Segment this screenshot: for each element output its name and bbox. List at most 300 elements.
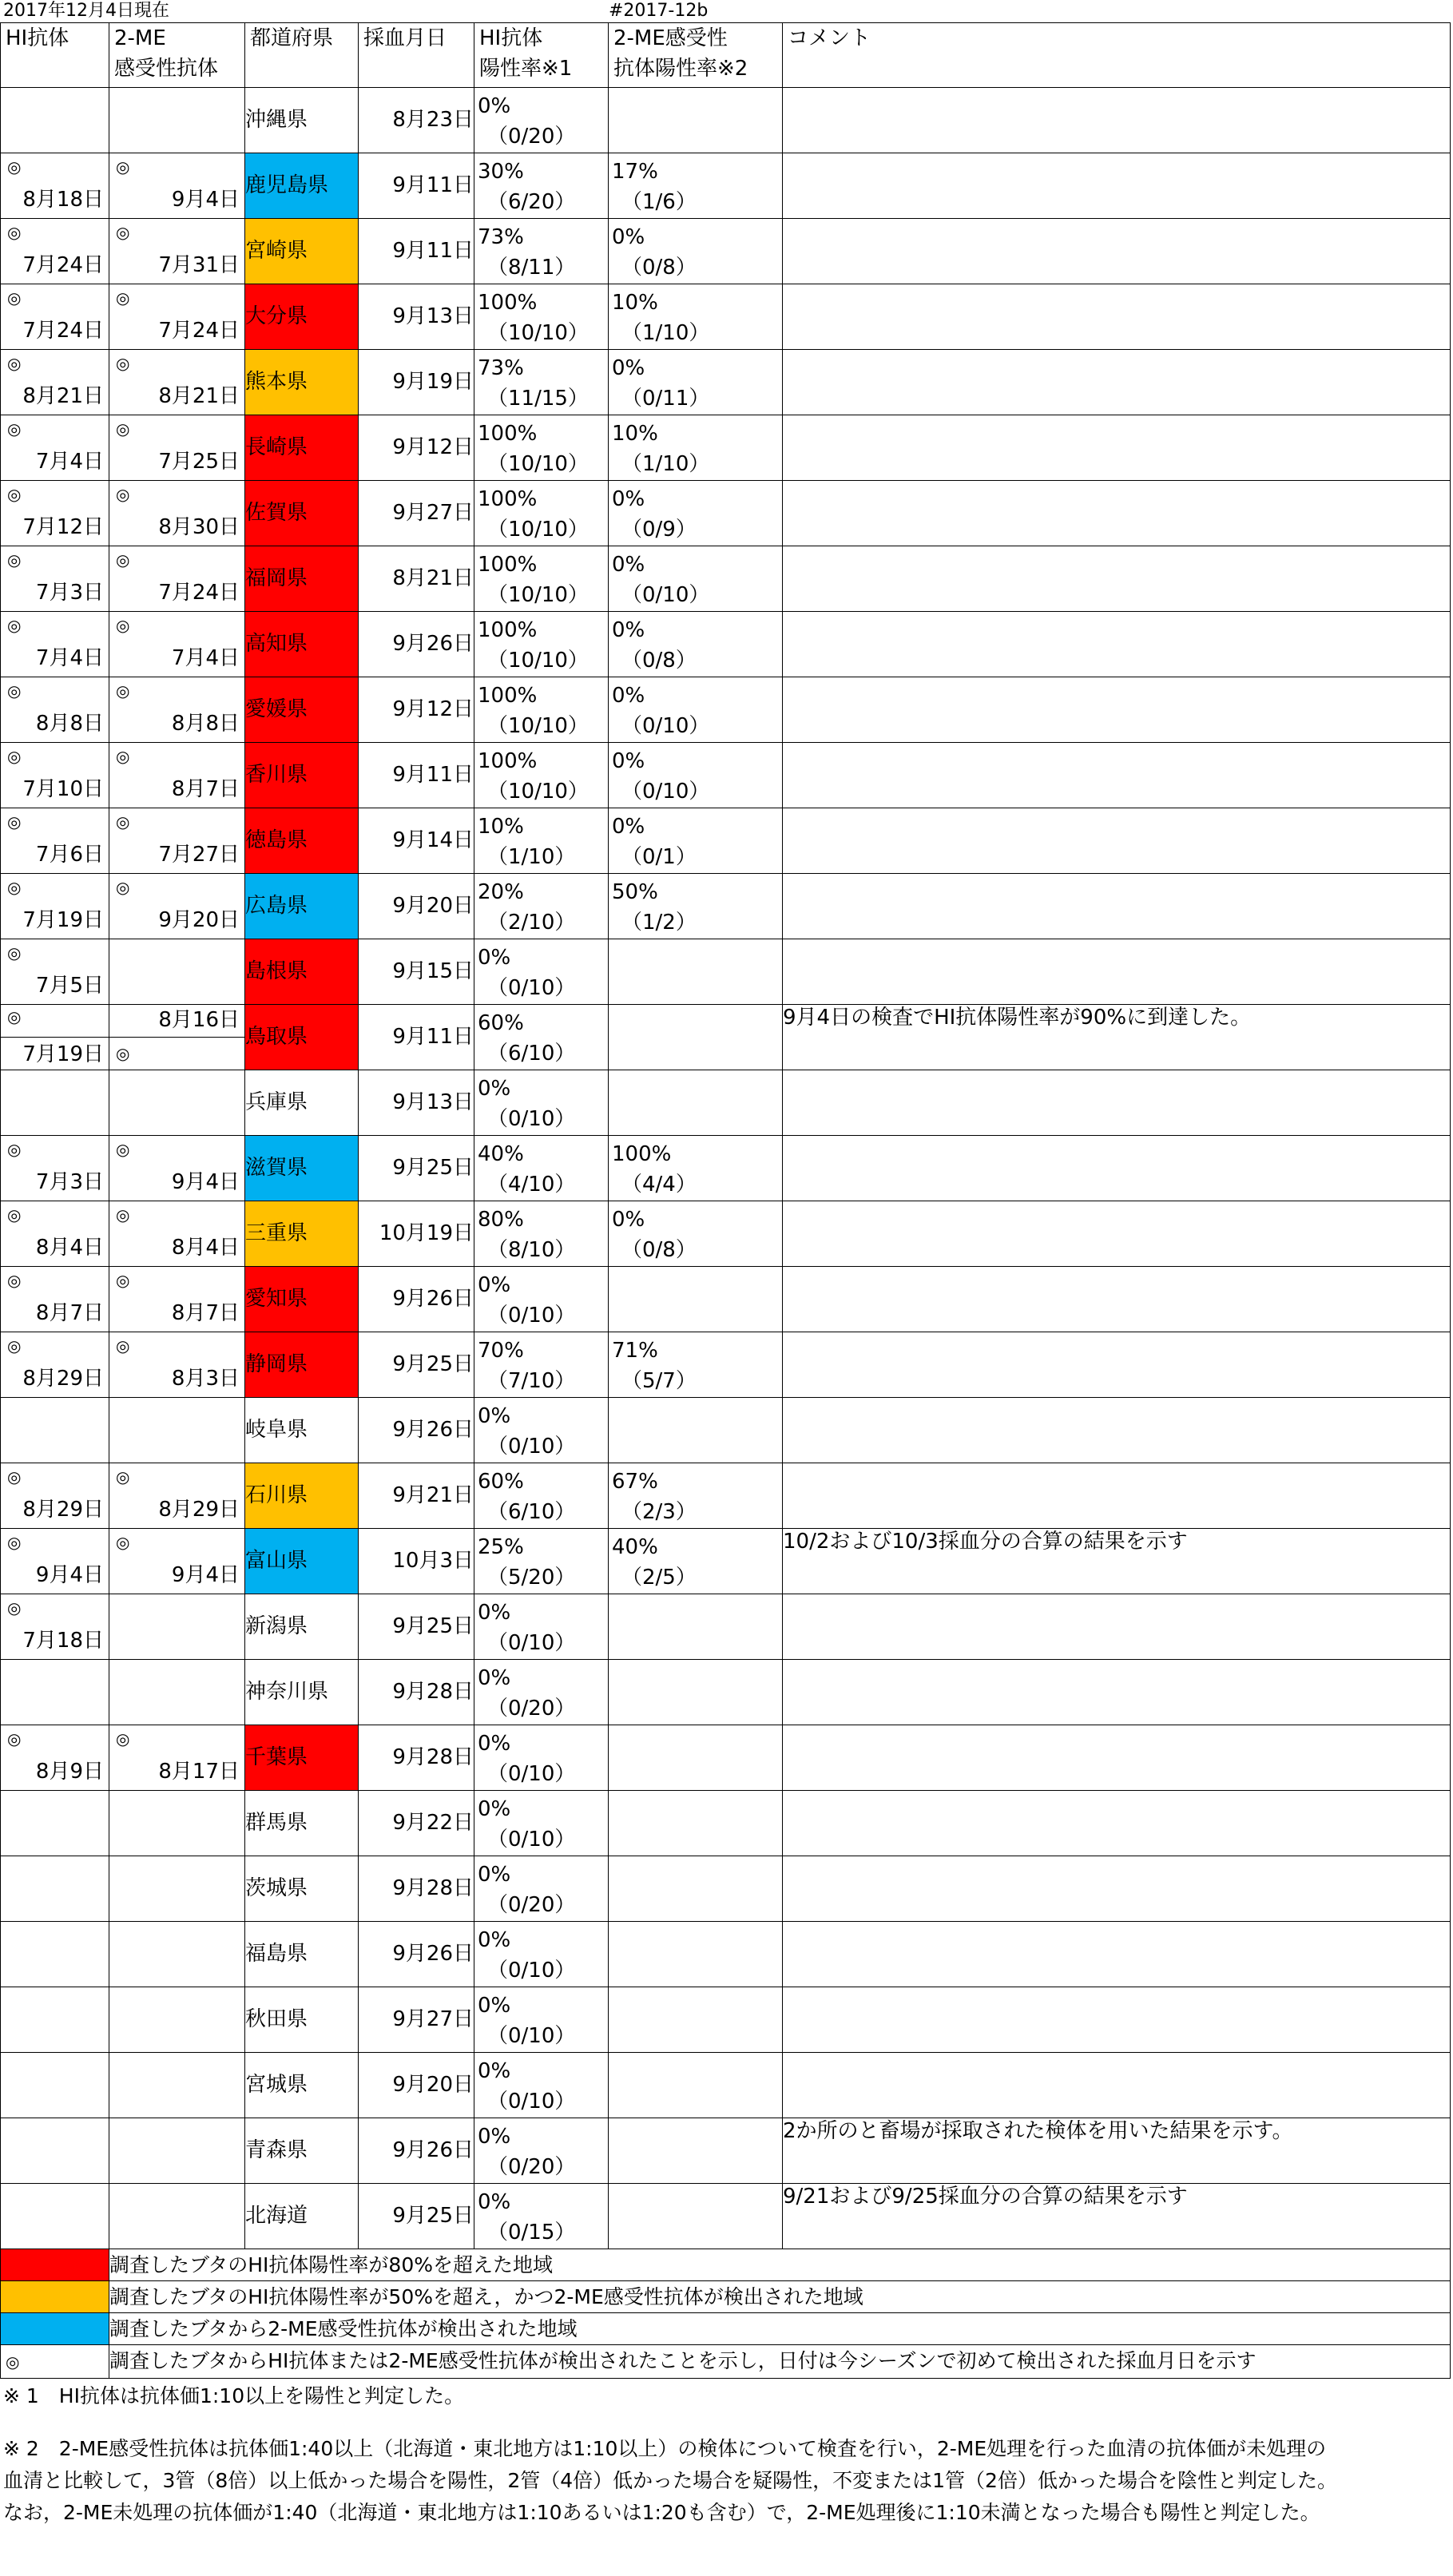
me-cell xyxy=(109,219,245,284)
comment xyxy=(783,1136,1451,1201)
prefecture: 福岡県 xyxy=(245,546,359,612)
table-row xyxy=(1,415,1451,481)
hi-cell xyxy=(1,874,109,939)
sampling-date: 8月21日 xyxy=(359,546,474,612)
table-row xyxy=(1,2053,1451,2118)
detected-mark-icon: ◎ xyxy=(116,419,130,439)
prefecture: 富山県 xyxy=(245,1529,359,1594)
detected-mark-icon: ◎ xyxy=(7,1271,22,1290)
hi-date: 8月8日 xyxy=(35,712,104,736)
hi-rate-cell xyxy=(474,1463,609,1529)
hi-fraction: （0/10） xyxy=(487,1631,576,1655)
hi-rate-cell xyxy=(474,874,609,939)
prefecture: 鳥取県 xyxy=(245,1005,359,1070)
detected-mark-icon: ◎ xyxy=(116,1271,130,1290)
me-rate-cell xyxy=(609,1070,783,1136)
comment xyxy=(783,546,1451,612)
me-cell xyxy=(109,415,245,481)
doc-id: #2017-12b xyxy=(609,1,709,21)
hi-cell xyxy=(1,2184,109,2249)
prefecture: 兵庫県 xyxy=(245,1070,359,1136)
hi-fraction: （10/10） xyxy=(487,714,589,738)
detected-mark-icon: ◎ xyxy=(7,812,22,832)
legend-swatch xyxy=(1,2281,109,2313)
hi-rate: 30% xyxy=(478,160,524,184)
comment xyxy=(783,284,1451,350)
comment xyxy=(783,1201,1451,1267)
me-cell xyxy=(109,1005,245,1070)
me-rate-cell xyxy=(609,874,783,939)
hi-fraction: （6/10） xyxy=(487,1500,576,1524)
hi-rate-cell xyxy=(474,1005,609,1070)
sampling-date: 9月14日 xyxy=(359,808,474,874)
me-date: 9月4日 xyxy=(171,1563,240,1587)
detected-mark-icon: ◎ xyxy=(7,1205,22,1224)
me-date: 7月31日 xyxy=(158,253,240,277)
comment xyxy=(783,481,1451,546)
me-cell xyxy=(109,1725,245,1791)
me-cell xyxy=(109,1922,245,1987)
me-fraction: （1/10） xyxy=(621,321,710,345)
hi-rate: 0% xyxy=(478,1404,511,1428)
comment: 10/2および10/3採血分の合算の結果を示す xyxy=(783,1529,1451,1594)
prefecture: 宮崎県 xyxy=(245,219,359,284)
hi-fraction: （6/10） xyxy=(487,1042,576,1066)
comment xyxy=(783,1267,1451,1332)
me-rate: 10% xyxy=(612,422,658,446)
detected-mark-icon: ◎ xyxy=(116,1044,130,1063)
me-date: 8月4日 xyxy=(171,1236,240,1260)
hi-date: 9月4日 xyxy=(35,1563,104,1587)
hi-rate-cell xyxy=(474,546,609,612)
prefecture: 鹿児島県 xyxy=(245,153,359,219)
hi-date: 7月3日 xyxy=(35,581,104,605)
prefecture: 茨城県 xyxy=(245,1856,359,1922)
comment xyxy=(783,1987,1451,2053)
me-date: 8月29日 xyxy=(158,1498,240,1522)
me-rate: 0% xyxy=(612,815,645,839)
table-row xyxy=(1,481,1451,546)
survey-table xyxy=(0,22,1451,2379)
hi-cell xyxy=(1,1398,109,1463)
prefecture: 群馬県 xyxy=(245,1791,359,1856)
me-rate: 100% xyxy=(612,1142,672,1166)
hi-fraction: （7/10） xyxy=(487,1369,576,1393)
hi-cell xyxy=(1,350,109,415)
sampling-date: 9月25日 xyxy=(359,1332,474,1398)
footnote-2-line-3: なお，2-ME未処理の抗体価が1:40（北海道・東北地方は1:10あるいは1:20も含む）で，2-ME処理後に1:10未満となった場合も陽性と判定した。 xyxy=(3,2501,1320,2524)
detected-mark-icon: ◎ xyxy=(7,943,22,963)
hi-fraction: （0/10） xyxy=(487,976,576,1000)
detected-mark-icon: ◎ xyxy=(116,223,130,242)
me-fraction: （0/8） xyxy=(621,649,697,673)
me-rate: 10% xyxy=(612,291,658,315)
hi-rate: 60% xyxy=(478,1011,524,1035)
hi-date: 7月18日 xyxy=(22,1629,104,1653)
hi-rate: 0% xyxy=(478,946,511,970)
sampling-date: 10月3日 xyxy=(359,1529,474,1594)
table-row xyxy=(1,677,1451,743)
table-row xyxy=(1,284,1451,350)
hi-rate-cell xyxy=(474,88,609,153)
sampling-date: 9月26日 xyxy=(359,1267,474,1332)
prefecture: 佐賀県 xyxy=(245,481,359,546)
hi-fraction: （10/10） xyxy=(487,452,589,476)
hi-rate-cell xyxy=(474,219,609,284)
me-rate-cell xyxy=(609,1463,783,1529)
legend-text: 調査したブタのHI抗体陽性率が50%を超え，かつ2-ME感受性抗体が検出された地域 xyxy=(109,2281,1451,2313)
me-cell xyxy=(109,808,245,874)
hi-rate-cell xyxy=(474,1332,609,1398)
detected-mark-icon: ◎ xyxy=(116,288,130,308)
hi-fraction: （11/15） xyxy=(487,387,589,411)
hi-cell xyxy=(1,1005,109,1070)
me-rate-cell xyxy=(609,2184,783,2249)
hi-date: 8月21日 xyxy=(22,384,104,408)
me-rate: 0% xyxy=(612,225,645,249)
me-rate-cell xyxy=(609,1398,783,1463)
me-cell xyxy=(109,153,245,219)
hi-date: 7月5日 xyxy=(35,974,104,998)
comment xyxy=(783,1463,1451,1529)
hi-fraction: （0/10） xyxy=(487,1107,576,1131)
hi-cell xyxy=(1,88,109,153)
hi-rate: 100% xyxy=(478,749,538,773)
me-fraction: （4/4） xyxy=(621,1173,697,1197)
legend-swatch xyxy=(1,2249,109,2281)
legend-text: 調査したブタのHI抗体陽性率が80%を超えた地域 xyxy=(109,2249,1451,2281)
me-fraction: （0/1） xyxy=(621,845,697,869)
hi-date: 7月19日 xyxy=(22,1042,104,1066)
sampling-date: 9月22日 xyxy=(359,1791,474,1856)
hi-fraction: （0/10） xyxy=(487,1828,576,1852)
hi-rate: 80% xyxy=(478,1208,524,1232)
sampling-date: 9月25日 xyxy=(359,2184,474,2249)
hi-rate-cell xyxy=(474,743,609,808)
hi-rate-cell xyxy=(474,612,609,677)
hi-fraction: （0/15） xyxy=(487,2221,576,2245)
me-rate-cell xyxy=(609,743,783,808)
me-fraction: （2/5） xyxy=(621,1566,697,1590)
hi-rate: 100% xyxy=(478,684,538,708)
comment xyxy=(783,677,1451,743)
comment xyxy=(783,1725,1451,1791)
me-rate-cell xyxy=(609,1136,783,1201)
hi-fraction: （0/20） xyxy=(487,1697,576,1721)
detected-mark-icon: ◎ xyxy=(6,2352,20,2372)
sampling-date: 9月11日 xyxy=(359,743,474,808)
prefecture: 秋田県 xyxy=(245,1987,359,2053)
me-rate-cell xyxy=(609,219,783,284)
hi-date: 7月3日 xyxy=(35,1170,104,1194)
me-rate-cell xyxy=(609,939,783,1005)
table-row xyxy=(1,743,1451,808)
me-date: 8月8日 xyxy=(171,712,240,736)
table-row xyxy=(1,1725,1451,1791)
sampling-date: 9月25日 xyxy=(359,1136,474,1201)
me-rate-cell xyxy=(609,612,783,677)
me-rate: 71% xyxy=(612,1339,658,1363)
hi-date: 8月4日 xyxy=(35,1236,104,1260)
hi-rate: 40% xyxy=(478,1142,524,1166)
hi-fraction: （10/10） xyxy=(487,321,589,345)
prefecture: 宮城県 xyxy=(245,2053,359,2118)
comment: 9月4日の検査でHI抗体陽性率が90%に到達した。 xyxy=(783,1005,1451,1070)
table-row xyxy=(1,88,1451,153)
me-fraction: （0/8） xyxy=(621,1238,697,1262)
comment xyxy=(783,1922,1451,1987)
hi-date: 8月29日 xyxy=(22,1367,104,1391)
me-cell xyxy=(109,1529,245,1594)
sampling-date: 9月28日 xyxy=(359,1660,474,1725)
legend-swatch xyxy=(1,2313,109,2345)
table-row xyxy=(1,1987,1451,2053)
me-rate: 0% xyxy=(612,487,645,511)
prefecture: 青森県 xyxy=(245,2118,359,2184)
hi-cell xyxy=(1,2118,109,2184)
detected-mark-icon: ◎ xyxy=(116,878,130,897)
table-row xyxy=(1,1922,1451,1987)
hi-date: 7月10日 xyxy=(22,777,104,801)
prefecture: 新潟県 xyxy=(245,1594,359,1660)
table-row xyxy=(1,1791,1451,1856)
me-rate-cell xyxy=(609,1791,783,1856)
me-rate: 0% xyxy=(612,553,645,577)
hi-rate: 25% xyxy=(478,1535,524,1559)
legend-text: 調査したブタから2-ME感受性抗体が検出された地域 xyxy=(109,2313,1451,2345)
hi-rate: 0% xyxy=(478,1928,511,1952)
detected-mark-icon: ◎ xyxy=(116,616,130,635)
me-date: 7月27日 xyxy=(158,843,240,867)
prefecture: 千葉県 xyxy=(245,1725,359,1791)
sampling-date: 9月26日 xyxy=(359,612,474,677)
hi-rate: 0% xyxy=(478,2125,511,2149)
me-rate: 50% xyxy=(612,880,658,904)
me-date: 8月7日 xyxy=(171,1301,240,1325)
prefecture: 徳島県 xyxy=(245,808,359,874)
hi-cell xyxy=(1,415,109,481)
me-fraction: （0/9） xyxy=(621,518,697,542)
hi-cell xyxy=(1,1136,109,1201)
hi-rate-cell xyxy=(474,1725,609,1791)
hi-rate: 73% xyxy=(478,225,524,249)
prefecture: 滋賀県 xyxy=(245,1136,359,1201)
hi-rate-cell xyxy=(474,1267,609,1332)
hi-rate-cell xyxy=(474,284,609,350)
me-cell xyxy=(109,1660,245,1725)
hi-rate-cell xyxy=(474,2118,609,2184)
date-note: 2017年12月4日現在 xyxy=(3,1,169,21)
me-cell xyxy=(109,1594,245,1660)
me-rate: 0% xyxy=(612,356,645,380)
detected-mark-icon: ◎ xyxy=(7,1533,22,1552)
me-rate-cell xyxy=(609,481,783,546)
me-cell xyxy=(109,677,245,743)
me-cell xyxy=(109,1332,245,1398)
prefecture: 石川県 xyxy=(245,1463,359,1529)
hi-fraction: （0/10） xyxy=(487,1304,576,1328)
hi-fraction: （0/10） xyxy=(487,2024,576,2048)
table-row xyxy=(1,546,1451,612)
hi-rate-cell xyxy=(474,677,609,743)
comment xyxy=(783,1660,1451,1725)
hi-cell xyxy=(1,546,109,612)
sampling-date: 9月20日 xyxy=(359,2053,474,2118)
me-fraction: （0/11） xyxy=(621,387,710,411)
me-rate-cell xyxy=(609,1987,783,2053)
hi-fraction: （0/20） xyxy=(487,125,576,149)
me-rate: 40% xyxy=(612,1535,658,1559)
me-date: 7月24日 xyxy=(158,319,240,343)
hi-rate: 100% xyxy=(478,487,538,511)
comment xyxy=(783,1791,1451,1856)
hi-cell xyxy=(1,677,109,743)
prefecture: 三重県 xyxy=(245,1201,359,1267)
hi-fraction: （4/10） xyxy=(487,1173,576,1197)
me-cell xyxy=(109,1791,245,1856)
sampling-date: 9月12日 xyxy=(359,415,474,481)
hi-rate-cell xyxy=(474,1136,609,1201)
detected-mark-icon: ◎ xyxy=(7,1007,22,1026)
detected-mark-icon: ◎ xyxy=(116,1729,130,1748)
hi-rate: 0% xyxy=(478,1797,511,1821)
table-row xyxy=(1,350,1451,415)
hi-rate-cell xyxy=(474,415,609,481)
hi-cell xyxy=(1,1463,109,1529)
table-row xyxy=(1,1660,1451,1725)
hi-date: 7月12日 xyxy=(22,515,104,539)
hi-rate: 73% xyxy=(478,356,524,380)
prefecture: 島根県 xyxy=(245,939,359,1005)
me-date: 7月25日 xyxy=(158,450,240,474)
me-date: 9月4日 xyxy=(171,1170,240,1194)
hi-cell xyxy=(1,1201,109,1267)
detected-mark-icon: ◎ xyxy=(7,223,22,242)
me-fraction: （0/10） xyxy=(621,714,710,738)
sampling-date: 9月15日 xyxy=(359,939,474,1005)
prefecture: 北海道 xyxy=(245,2184,359,2249)
hi-fraction: （0/20） xyxy=(487,1893,576,1917)
me-rate-cell xyxy=(609,350,783,415)
detected-mark-icon: ◎ xyxy=(7,616,22,635)
sampling-date: 9月26日 xyxy=(359,1922,474,1987)
header-row xyxy=(1,23,1451,88)
hi-rate-cell xyxy=(474,153,609,219)
me-cell xyxy=(109,1398,245,1463)
hi-rate: 70% xyxy=(478,1339,524,1363)
detected-mark-icon: ◎ xyxy=(7,1598,22,1617)
hi-fraction: （6/20） xyxy=(487,190,576,214)
detected-mark-icon: ◎ xyxy=(116,1533,130,1552)
comment xyxy=(783,1594,1451,1660)
hi-rate-cell xyxy=(474,1922,609,1987)
me-fraction: （2/3） xyxy=(621,1500,697,1524)
me-rate: 0% xyxy=(612,749,645,773)
hi-rate-cell xyxy=(474,481,609,546)
me-rate-cell xyxy=(609,1856,783,1922)
me-cell xyxy=(109,743,245,808)
me-fraction: （1/10） xyxy=(621,452,710,476)
hi-fraction: （10/10） xyxy=(487,518,589,542)
comment xyxy=(783,88,1451,153)
prefecture: 神奈川県 xyxy=(245,1660,359,1725)
sampling-date: 9月28日 xyxy=(359,1725,474,1791)
me-cell xyxy=(109,350,245,415)
detected-mark-icon: ◎ xyxy=(116,747,130,766)
hi-fraction: （0/10） xyxy=(487,1959,576,1983)
prefecture: 広島県 xyxy=(245,874,359,939)
hi-rate: 0% xyxy=(478,1732,511,1756)
sampling-date: 9月27日 xyxy=(359,481,474,546)
sampling-date: 9月19日 xyxy=(359,350,474,415)
me-date: 8月7日 xyxy=(171,777,240,801)
hi-cell xyxy=(1,1660,109,1725)
sampling-date: 9月26日 xyxy=(359,2118,474,2184)
hi-rate-cell xyxy=(474,2184,609,2249)
comment xyxy=(783,874,1451,939)
prefecture: 香川県 xyxy=(245,743,359,808)
comment xyxy=(783,219,1451,284)
hi-cell xyxy=(1,481,109,546)
hi-fraction: （0/10） xyxy=(487,2090,576,2114)
hi-date: 7月24日 xyxy=(22,253,104,277)
hi-rate: 100% xyxy=(478,618,538,642)
me-cell xyxy=(109,612,245,677)
hi-rate-cell xyxy=(474,939,609,1005)
hi-rate: 0% xyxy=(478,1994,511,2018)
hi-date: 8月7日 xyxy=(35,1301,104,1325)
table-row xyxy=(1,612,1451,677)
table-row xyxy=(1,219,1451,284)
hi-rate: 100% xyxy=(478,553,538,577)
hi-rate: 0% xyxy=(478,2190,511,2214)
prefecture: 静岡県 xyxy=(245,1332,359,1398)
me-rate-cell xyxy=(609,546,783,612)
hi-cell xyxy=(1,1594,109,1660)
comment xyxy=(783,612,1451,677)
comment xyxy=(783,939,1451,1005)
hi-rate-cell xyxy=(474,1791,609,1856)
hi-rate: 0% xyxy=(478,1077,511,1101)
hi-fraction: （10/10） xyxy=(487,583,589,607)
col-comment: コメント xyxy=(783,23,1451,88)
prefecture: 沖縄県 xyxy=(245,88,359,153)
prefecture: 愛媛県 xyxy=(245,677,359,743)
hi-rate-cell xyxy=(474,808,609,874)
table-row xyxy=(1,1201,1451,1267)
hi-cell xyxy=(1,808,109,874)
me-rate-cell xyxy=(609,808,783,874)
sampling-date: 9月20日 xyxy=(359,874,474,939)
table-row xyxy=(1,874,1451,939)
col-sampling: 採血月日 xyxy=(359,23,474,88)
hi-rate-cell xyxy=(474,350,609,415)
me-cell xyxy=(109,1987,245,2053)
legend-swatch xyxy=(1,2345,109,2379)
me-rate-cell xyxy=(609,1922,783,1987)
me-rate-cell xyxy=(609,1594,783,1660)
me-date: 9月20日 xyxy=(158,908,240,932)
me-cell xyxy=(109,1136,245,1201)
detected-mark-icon: ◎ xyxy=(116,1205,130,1224)
col-hi: HI抗体 xyxy=(1,23,109,88)
hi-rate: 0% xyxy=(478,1601,511,1625)
me-date: 7月4日 xyxy=(171,646,240,670)
hi-fraction: （10/10） xyxy=(487,780,589,804)
prefecture: 高知県 xyxy=(245,612,359,677)
me-rate-cell xyxy=(609,2118,783,2184)
comment: 2か所のと畜場が採取された検体を用いた結果を示す。 xyxy=(783,2118,1451,2184)
